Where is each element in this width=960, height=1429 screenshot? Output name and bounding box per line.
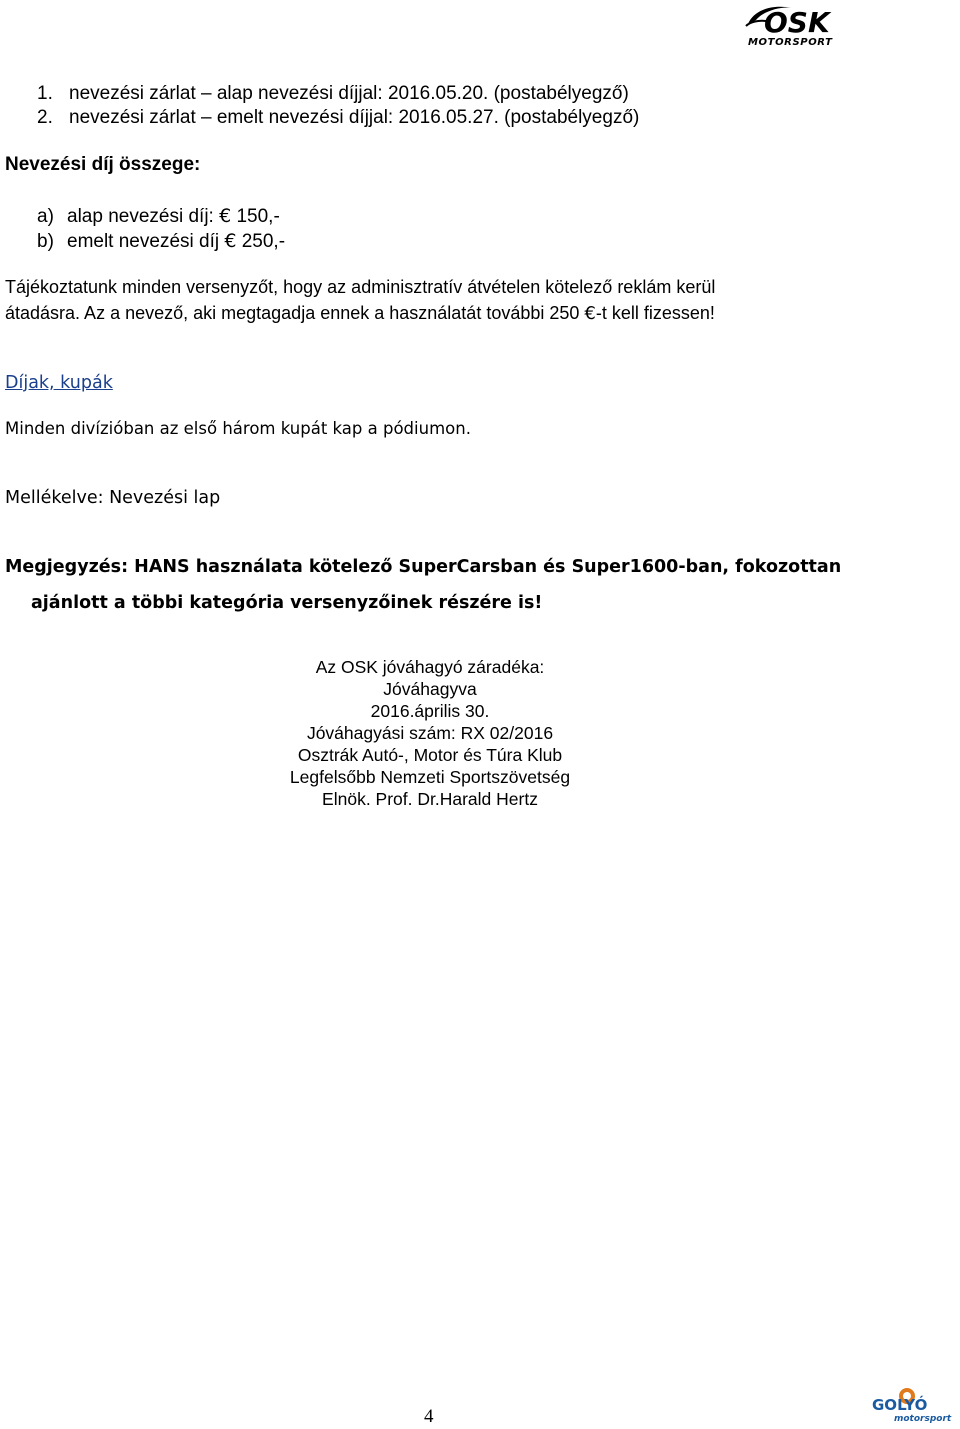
item-label: a) xyxy=(37,206,54,227)
golyo-logo-text: GOLYÓ xyxy=(872,1396,928,1414)
approval-line: Osztrák Autó-, Motor és Túra Klub xyxy=(297,745,563,765)
attachment-line: Mellékelve: Nevezési lap xyxy=(5,488,221,508)
note-line-1: Megjegyzés: HANS használata kötelező SuperCarsban és Super1600-ban, fokozottan xyxy=(5,557,842,577)
notice-line-2 xyxy=(5,302,715,325)
prizes-heading-text: Díjak, kupák xyxy=(5,373,113,393)
page-number: 4 xyxy=(424,1406,434,1427)
notice-text-end: -t kell fizessen! xyxy=(595,303,715,323)
list-number: 1. xyxy=(37,83,53,104)
note-line-2: ajánlott a többi kategória versenyzőinek részére is! xyxy=(31,593,543,613)
euro-icon: € xyxy=(584,303,596,324)
fee-amount: 250,- xyxy=(241,231,286,252)
deadline-item-2 xyxy=(37,106,639,130)
fee-text: emelt nevezési díj xyxy=(67,231,220,252)
osk-motorsport-logo xyxy=(744,2,844,48)
approval-line: Jóváhagyási szám: RX 02/2016 xyxy=(306,723,554,743)
fee-item-b xyxy=(37,229,285,254)
deadline-text: nevezési zárlat – emelt nevezési díjjal: 2016.05.27. (postabélyegző) xyxy=(69,107,640,128)
deadline-text: nevezési zárlat – alap nevezési díjjal: 2016.05.20. (postabélyegző) xyxy=(69,83,629,104)
euro-icon: € xyxy=(224,230,237,252)
fee-item-a xyxy=(37,204,280,229)
approval-line: Az OSK jóváhagyó záradéka: xyxy=(315,657,545,677)
deadline-item-1 xyxy=(37,82,629,106)
notice-text: átadásra. Az a nevező, aki megtagadja ennek a használatát további 250 xyxy=(5,303,580,323)
approval-line: Legfelsőbb Nemzeti Sportszövetség xyxy=(289,767,571,787)
item-label: b) xyxy=(37,231,54,252)
approval-line: 2016.április 30. xyxy=(370,701,490,721)
euro-icon: € xyxy=(219,205,232,227)
golyo-motorsport-logo xyxy=(870,1384,958,1424)
golyo-logo-subtext: motorsport xyxy=(894,1414,952,1424)
prizes-heading xyxy=(5,372,113,394)
osk-logo-subtext: MOTORSPORT xyxy=(748,37,833,48)
osk-logo-text: OSK xyxy=(764,6,830,39)
list-number: 2. xyxy=(37,107,53,128)
fee-amount: 150,- xyxy=(236,206,280,227)
prizes-text: Minden divízióban az első három kupát kap a pódiumon. xyxy=(5,419,471,438)
approval-line: Elnök. Prof. Dr.Harald Hertz xyxy=(322,789,538,809)
notice-line-1: Tájékoztatunk minden versenyzőt, hogy az adminisztratív átvételen kötelező reklám kerül xyxy=(5,277,716,297)
approval-line: Jóváhagyva xyxy=(383,679,477,699)
fee-heading: Nevezési díj összege: xyxy=(5,154,201,175)
fee-text: alap nevezési díj: xyxy=(67,206,214,227)
approval-block xyxy=(180,656,680,810)
